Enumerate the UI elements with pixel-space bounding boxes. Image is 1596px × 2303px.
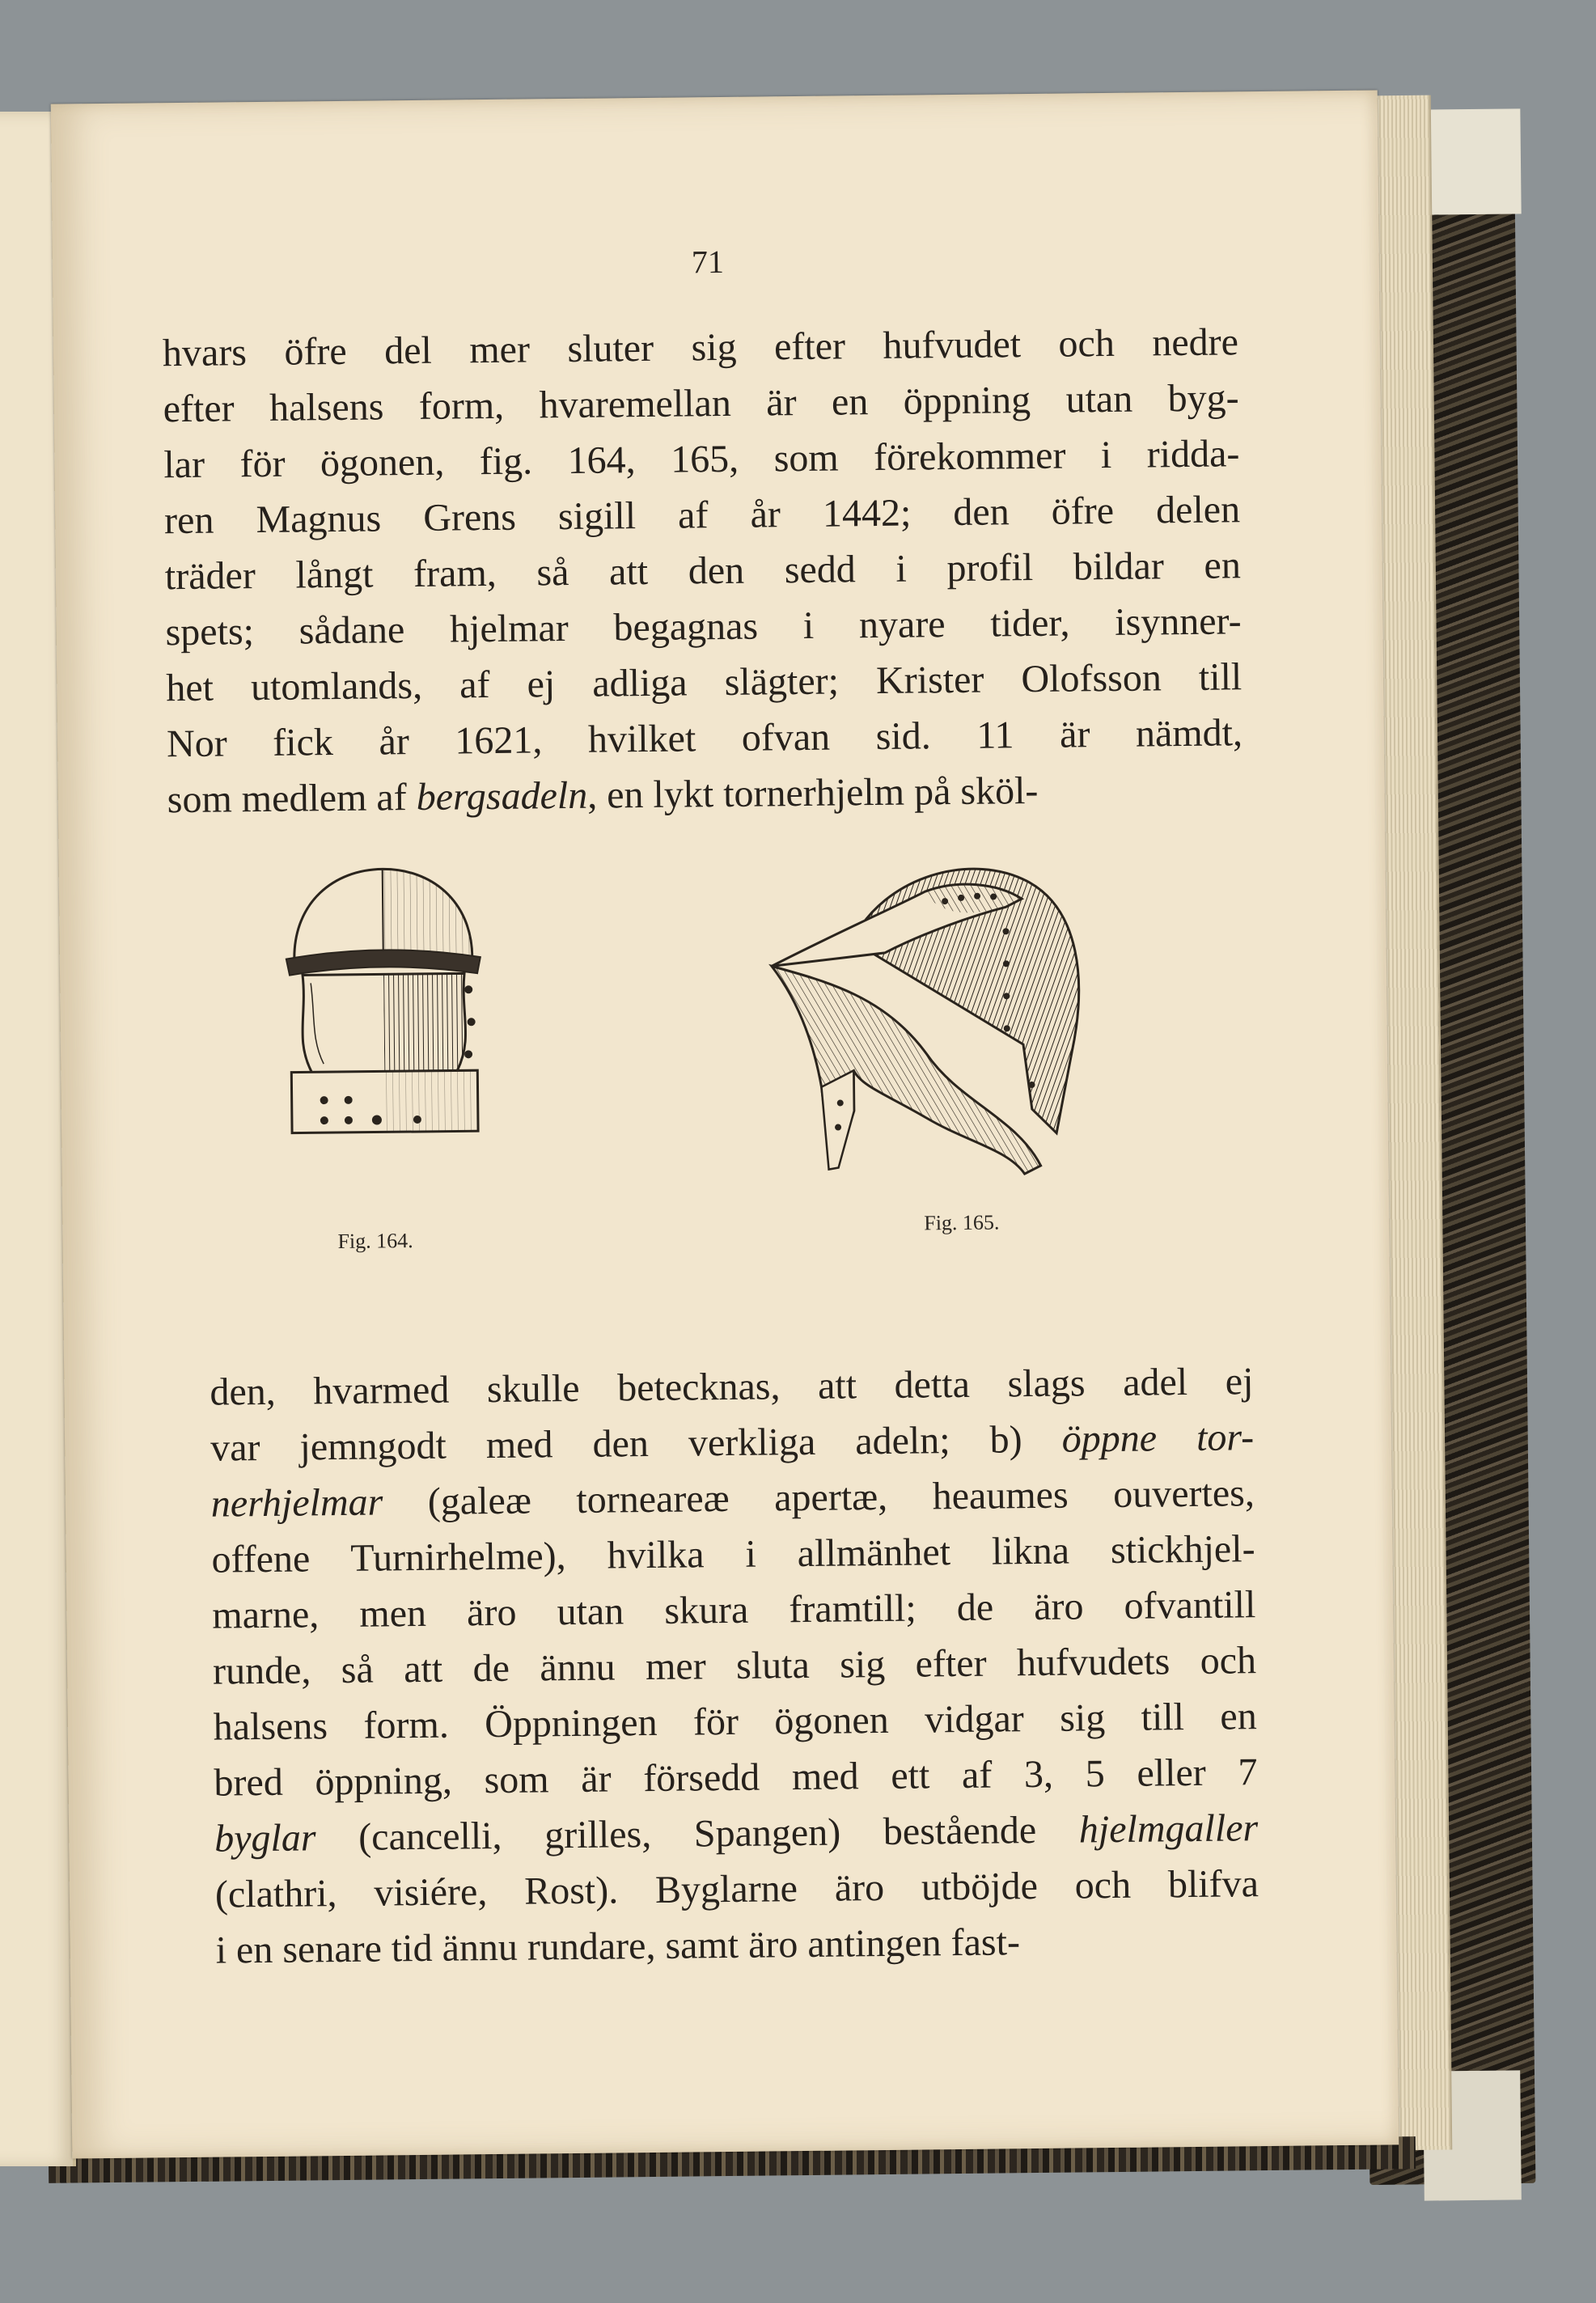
figure-165-helmet-profile [762, 841, 1106, 1200]
helmet-profile-illustration [762, 841, 1106, 1200]
paragraph-bottom [210, 1353, 1259, 1978]
text-line: den, hvarmed skulle betecknas, att detta slags adel ej [210, 1360, 1254, 1414]
cover-corner-top [1423, 108, 1521, 214]
helmet-front-illustration [260, 852, 506, 1145]
text-line: marne, men äro utan skura framtill; de äro ofvantill [212, 1583, 1256, 1637]
text-line: nerhjelmar (galeæ torneareæ apertæ, heaumes ouvertes, [210, 1471, 1255, 1526]
text-line: efter halsens form, hvaremellan är en öppning utan byg- [163, 376, 1239, 431]
text-line: i en senare tid ännu rundare, samt äro antingen fast- [215, 1920, 1021, 1972]
text-line: bred öppning, som är försedd med ett af 3, 5 eller 7 [214, 1751, 1258, 1805]
figure-164-caption: Fig. 164. [337, 1229, 413, 1254]
figure-165-caption: Fig. 165. [924, 1210, 1000, 1235]
text-line: offene Turnirhelme), hvilka i allmänhet likna stickhjel- [211, 1527, 1255, 1581]
text-line: runde, så att de ännu mer sluta sig efter hufvudets och [212, 1639, 1257, 1693]
page-number: 71 [691, 243, 725, 281]
text-line: het utomlands, af ej adliga slägter; Krister Olofsson till [166, 655, 1243, 710]
text-line: var jemngodt med den verkliga adeln; b) öppne tor- [210, 1416, 1255, 1470]
text-line: som medlem af bergsadeln, en lykt tornerhjelm på sköl- [167, 768, 1039, 822]
paragraph-top [163, 314, 1243, 828]
book-page [51, 90, 1399, 2158]
text-line: spets; sådane hjelmar begagnas i nyare tider, isynner- [165, 599, 1242, 654]
text-line: (clathri, visiére, Rost). Byglarne äro utböjde och blifva [214, 1862, 1259, 1916]
text-line: byglar (cancelli, grilles, Spangen) bestående hjelmgaller [214, 1806, 1259, 1861]
text-line: lar för ögonen, fig. 164, 165, som förekommer i ridda- [163, 432, 1240, 487]
text-line: träder långt fram, så att den sedd i profil bildar en [164, 544, 1242, 599]
text-line: halsens form. Öppningen för ögonen vidgar sig till en [213, 1695, 1257, 1749]
text-line: ren Magnus Grens sigill af år 1442; den öfre delen [163, 488, 1241, 543]
figure-164-helmet-front [260, 852, 506, 1145]
text-line: Nor fick år 1621, hvilket ofvan sid. 11 är nämdt, [166, 711, 1243, 766]
text-line: hvars öfre del mer sluter sig efter hufvudet och nedre [162, 320, 1239, 375]
